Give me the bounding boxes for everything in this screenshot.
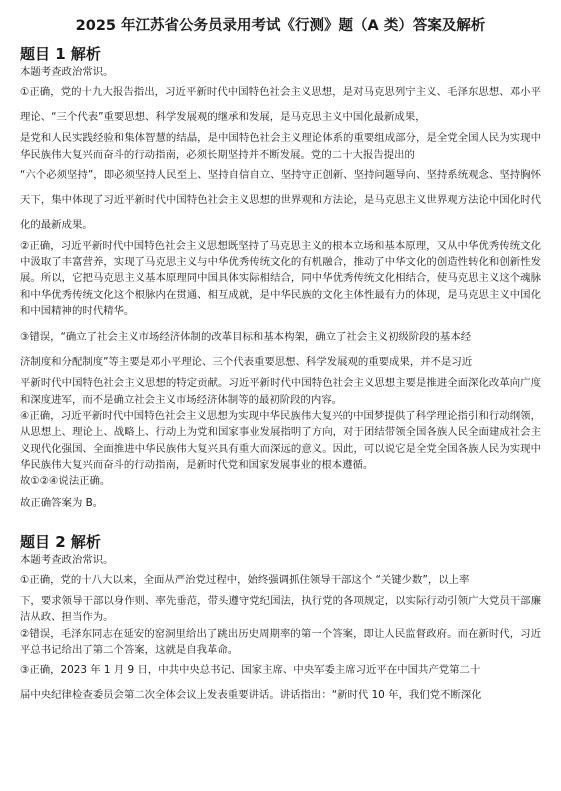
q2-point-1a: ①正确，党的十八大以来，全面从严治党过程中，始终强调抓住领导干部这个 “关键少数”，以上率 [20,574,470,587]
q1-answer: 故正确答案为 B。 [20,497,104,510]
q2-point-3a: ③正确，2023 年 1 月 9 日，中共中央总书记、国家主席、中央军委主席习近平在中国共产党第二十 [20,664,481,677]
q2-point-1b: 下，要求领导干部以身作则、率先垂范，带头遵守党纪国法，执行党的各项规定，以实际行动引领广大党员干部廉洁从政、担当作为。 [20,595,541,624]
q1-point-1b: 是党和人民实践经验和集体智慧的结晶，是中国特色社会主义理论体系的重要组成部分，是全党全国人民为实现中华民族伟大复兴而奋斗的行动指南，必须长期坚持并不断发展。党的二十大报告提出的 [20,132,541,161]
q2-intro: 本题考查政治常识。 [20,553,114,566]
q1-point-3c: 平新时代中国特色社会主义思想的特定贡献。习近平新时代中国特色社会主义思想主要是推进全面深化改革向广度和深度进军，而不是确立社会主义市场经济体制等的最初阶段的内容。 [20,377,541,406]
question-1-heading: 题目 1 解析 [20,45,101,63]
q1-intro: 本题考查政治常识。 [20,66,114,78]
q1-point-4: ④正确，习近平新时代中国特色社会主义思想为实现中华民族伟大复兴的中国梦提供了科学理论指引和行动纲领，从思想上、理论上、战略上、行动上为党和国家事业发展指明了方向，对于团结带领全国各族人民全面建成社会主义现代化强国、全面推进中华民族伟大复兴具有重大而深远的意义。因此，可以说它是全党全国各族人民为实现中华民族伟大复兴而奋斗的行动指南，是新时代党和国家发展事业的根本遵循。 [20,409,541,471]
question-2-section [20,532,541,708]
q1-point-3a: ③错误，“确立了社会主义市场经济体制的改革目标和基本构架，确立了社会主义初级阶段的基本经 [20,331,472,344]
document-page [0,14,561,791]
q1-point-2: ②正确，习近平新时代中国特色社会主义思想既坚持了马克思主义的根本立场和基本原理，又从中华优秀传统文化中汲取了丰富营养，实现了马克思主义与中华优秀传统文化的有机融合，推动了中华文化的创造性转化和创新性发展。所以，它把马克思主义基本原理同中国具体实际相结合，同中华优秀传统文化相结合，使马克思主义这个魂脉和中华优秀传统文化这个根脉内在贯通、相互成就，是中华民族的文化主体性最有力的体现，是马克思主义中国化和中国精神的时代精华。 [20,239,541,318]
document-title: 2025 年江苏省公务员录用考试《行测》题（A 类）答案及解析 [75,18,486,34]
q1-point-1a: ①正确，党的十九大报告指出，习近平新时代中国特色社会主义思想，是对马克思列宁主义、毛泽东思想、邓小平理论、“三个代表”重要思想、科学发展观的继承和发展，是马克思主义中国化最新成果， [20,86,541,124]
question-2-heading: 题目 2 解析 [20,532,101,551]
question-1-section [20,44,541,512]
q1-point-1c: “六个必须坚持”，即必须坚持人民至上、坚持自信自立、坚持守正创新、坚持问题导向、坚持系统观念、坚持胸怀天下，集中体现了习近平新时代中国特色社会主义思想的世界观和方法论，是马克思主义世界观方法论中国化时代化的最新成果。 [20,168,541,231]
q1-conclusion: 故①②④说法正确。 [20,475,111,488]
q2-point-3b: 届中央纪律检查委员会第二次全体会议上发表重要讲话。讲话指出：“新时代 10 年，我们党不断深化 [20,689,482,702]
q1-point-3b: 济制度和分配制度”等主要是邓小平理论、三个代表重要思想、科学发展观的重要成果，并不是习近 [20,356,473,369]
q2-point-2: ②错误，毛泽东同志在延安的窑洞里给出了跳出历史周期率的第一个答案，即让人民监督政府。而在新时代，习近平总书记给出了第二个答案，这就是自我革命。 [20,627,541,656]
